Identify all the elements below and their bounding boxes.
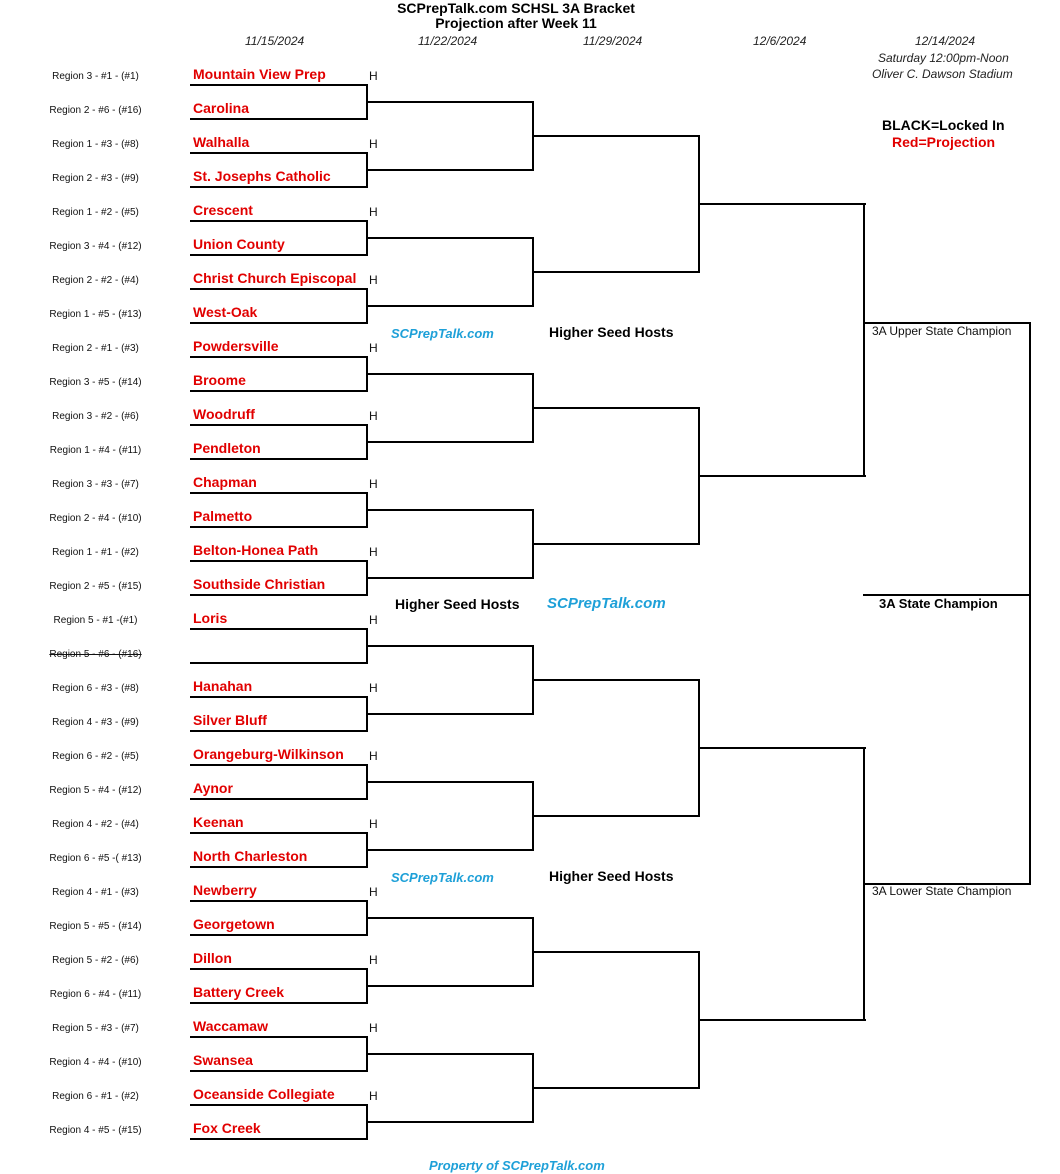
bracket-line [190,254,368,256]
bracket-line [190,934,368,936]
bracket-line [366,917,534,919]
seed-label: Region 3 - #4 - (#12) [49,241,142,252]
bracket-line [190,186,368,188]
bracket-line [366,577,534,579]
bracket-line [190,628,368,630]
site-brand-3: SCPrepTalk.com [391,870,494,885]
bracket-line [698,203,866,205]
higher-seed-hosts-note-2: Higher Seed Hosts [395,596,520,612]
bracket-line [366,985,534,987]
seed-label: Region 2 - #3 - (#9) [52,173,139,184]
final-venue: Oliver C. Dawson Stadium [872,67,1013,81]
team-name: Orangeburg-Wilkinson [193,746,344,762]
bracket-line [190,1104,368,1106]
host-marker: H [369,953,378,967]
round-3-date: 11/29/2024 [583,34,643,48]
seed-label: Region 6 - #1 - (#2) [52,1091,139,1102]
seed-label: Region 2 - #5 - (#15) [49,581,142,592]
bracket-line [190,1070,368,1072]
seed-label: Region 6 - #4 - (#11) [49,989,142,1000]
team-name: Mountain View Prep [193,66,326,82]
team-name: Loris [193,610,228,626]
seed-label: Region 5 - #2 - (#6) [52,955,139,966]
team-name: Southside Christian [193,576,326,592]
bracket-line [190,458,368,460]
bracket-line [190,662,368,664]
team-name: Palmetto [193,508,253,524]
team-name: Hanahan [193,678,253,694]
seed-label: Region 5 - #6 - (#16) [49,649,142,660]
team-name: Newberry [193,882,257,898]
seed-label: Region 3 - #1 - (#1) [52,71,139,82]
bracket-line [190,1002,368,1004]
bracket-line [532,543,700,545]
bracket-line [190,526,368,528]
bracket-line [366,305,534,307]
seed-label: Region 2 - #2 - (#4) [52,275,139,286]
bracket-line [532,271,700,273]
bracket-line [190,118,368,120]
bracket-line [366,373,534,375]
lower-state-champion-label: 3A Lower State Champion [872,884,1012,898]
team-name: Aynor [193,780,233,796]
seed-label: Region 3 - #2 - (#6) [52,411,139,422]
host-marker: H [369,613,378,627]
host-marker: H [369,273,378,287]
round-2-date: 11/22/2024 [418,34,478,48]
bracket-line [190,322,368,324]
bracket-line [190,152,368,154]
upper-state-champion-label: 3A Upper State Champion [872,324,1012,338]
seed-label: Region 2 - #6 - (#16) [49,105,142,116]
bracket-line [190,866,368,868]
higher-seed-hosts-note-1: Higher Seed Hosts [549,324,674,340]
host-marker: H [369,545,378,559]
team-name: Woodruff [193,406,255,422]
bracket-line [532,135,700,137]
legend-locked: BLACK=Locked In [882,117,1005,133]
team-name: Walhalla [193,134,250,150]
bracket-line [190,220,368,222]
team-name: North Charleston [193,848,308,864]
team-name: Chapman [193,474,257,490]
bracket-line [366,713,534,715]
bracket-line [190,900,368,902]
host-marker: H [369,69,378,83]
bracket-line [532,815,700,817]
bracket-line [366,169,534,171]
host-marker: H [369,885,378,899]
seed-label: Region 6 - #3 - (#8) [52,683,139,694]
team-name: Silver Bluff [193,712,267,728]
team-name: Swansea [193,1052,253,1068]
state-champion-label: 3A State Champion [879,596,998,611]
bracket-line [366,1121,534,1123]
host-marker: H [369,749,378,763]
seed-label: Region 3 - #3 - (#7) [52,479,139,490]
bracket-line [190,832,368,834]
seed-label: Region 4 - #3 - (#9) [52,717,139,728]
bracket-line [190,798,368,800]
bracket-line [190,968,368,970]
team-name: Christ Church Episcopal [193,270,357,286]
bracket-line [190,696,368,698]
team-name: Dillon [193,950,232,966]
bracket-line [366,101,534,103]
host-marker: H [369,1089,378,1103]
seed-label: Region 6 - #2 - (#5) [52,751,139,762]
team-name: Battery Creek [193,984,285,1000]
seed-label: Region 2 - #4 - (#10) [49,513,142,524]
team-name: Waccamaw [193,1018,268,1034]
final-time: Saturday 12:00pm-Noon [878,51,1009,65]
bracket-line [698,1019,866,1021]
higher-seed-hosts-note-3: Higher Seed Hosts [549,868,674,884]
final-date: 12/14/2024 [915,34,976,48]
host-marker: H [369,137,378,151]
bracket-line [190,390,368,392]
team-name: Oceanside Collegiate [193,1086,335,1102]
seed-label: Region 4 - #1 - (#3) [52,887,139,898]
bracket-line [1029,322,1031,885]
bracket-line [190,1138,368,1140]
host-marker: H [369,1021,378,1035]
bracket-line [366,645,534,647]
team-name: Broome [193,372,246,388]
host-marker: H [369,205,378,219]
footer-property: Property of SCPrepTalk.com [429,1158,605,1173]
bracket-line [366,441,534,443]
bracket-line [532,951,700,953]
bracket-line [190,356,368,358]
legend-projection: Red=Projection [892,134,996,150]
host-marker: H [369,477,378,491]
seed-label: Region 1 - #5 - (#13) [49,309,142,320]
bracket-line [190,730,368,732]
host-marker: H [369,341,378,355]
bracket-line [366,1053,534,1055]
bracket-line [190,424,368,426]
team-name: Powdersville [193,338,279,354]
bracket-subtitle: Projection after Week 11 [435,15,597,31]
team-name: Union County [193,236,285,252]
seed-label: Region 4 - #2 - (#4) [52,819,139,830]
team-name: Pendleton [193,440,261,456]
bracket-line [698,475,866,477]
seed-label: Region 5 - #5 - (#14) [49,921,142,932]
bracket-line [190,594,368,596]
bracket-line [366,849,534,851]
bracket-line [190,560,368,562]
team-name: Carolina [193,100,250,116]
bracket-line [366,509,534,511]
host-marker: H [369,817,378,831]
bracket-line [190,764,368,766]
host-marker: H [369,681,378,695]
bracket-line [190,1036,368,1038]
round-4-date: 12/6/2024 [753,34,807,48]
seed-label: Region 6 - #5 -( #13) [49,853,142,864]
bracket-line [190,288,368,290]
seed-label: Region 2 - #1 - (#3) [52,343,139,354]
bracket-line [532,407,700,409]
team-name: Crescent [193,202,253,218]
bracket-line [366,781,534,783]
bracket-line [698,747,866,749]
seed-label: Region 5 - #4 - (#12) [49,785,142,796]
host-marker: H [369,409,378,423]
round-1-date: 11/15/2024 [245,34,305,48]
seed-label: Region 1 - #2 - (#5) [52,207,139,218]
team-name: Keenan [193,814,244,830]
bracket-line [366,237,534,239]
seed-label: Region 4 - #4 - (#10) [49,1057,142,1068]
seed-label: Region 5 - #1 -(#1) [53,615,138,626]
seed-label: Region 4 - #5 - (#15) [49,1125,142,1136]
site-brand-2: SCPrepTalk.com [547,595,666,612]
bracket-title: SCPrepTalk.com SCHSL 3A Bracket [397,0,635,16]
bracket-line [190,84,368,86]
bracket-line [532,1087,700,1089]
seed-label: Region 1 - #1 - (#2) [52,547,139,558]
team-name: Georgetown [193,916,275,932]
seed-label: Region 5 - #3 - (#7) [52,1023,139,1034]
bracket-line [190,492,368,494]
team-name: West-Oak [193,304,258,320]
team-name: St. Josephs Catholic [193,168,331,184]
bracket-line [532,679,700,681]
seed-label: Region 1 - #3 - (#8) [52,139,139,150]
bracket-line [863,203,865,477]
seed-label: Region 1 - #4 - (#11) [49,445,142,456]
site-brand-1: SCPrepTalk.com [391,326,494,341]
seed-label: Region 3 - #5 - (#14) [49,377,142,388]
team-name: Fox Creek [193,1120,261,1136]
team-name: Belton-Honea Path [193,542,319,558]
